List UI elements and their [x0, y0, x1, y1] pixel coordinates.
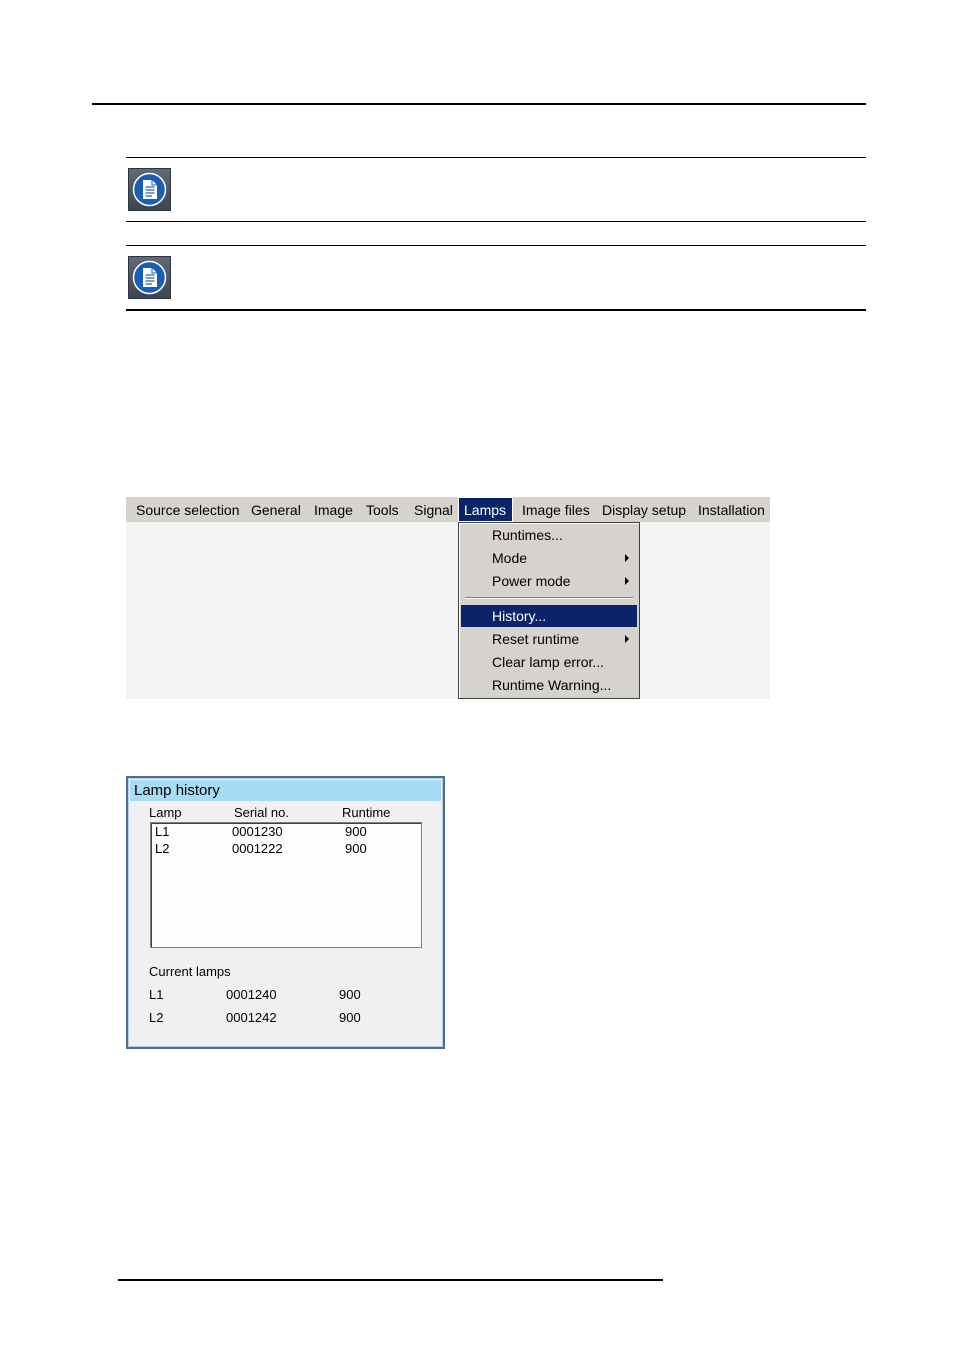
menu-image-files[interactable]: Image files — [522, 502, 590, 518]
history-lamp-cell: L1 — [155, 824, 170, 839]
current-serial-cell: 0001242 — [226, 1010, 277, 1025]
menu-signal[interactable]: Signal — [414, 502, 453, 518]
column-header-serial: Serial no. — [234, 805, 289, 820]
current-serial-cell: 0001240 — [226, 987, 277, 1002]
lamp-history-dialog — [126, 776, 445, 1049]
menu-screenshot — [126, 497, 770, 699]
menu-display-setup[interactable]: Display setup — [602, 502, 687, 518]
menu-item-label: Mode — [492, 550, 528, 566]
note-icon — [128, 168, 171, 211]
history-listbox[interactable] — [150, 822, 422, 948]
submenu-arrow-icon — [625, 577, 629, 585]
history-serial-cell: 0001222 — [232, 841, 283, 856]
current-runtime-cell: 900 — [339, 987, 361, 1002]
history-serial-cell: 0001230 — [232, 824, 283, 839]
submenu-arrow-icon — [625, 554, 629, 562]
current-lamp-cell: L1 — [149, 987, 164, 1002]
history-runtime-cell: 900 — [345, 841, 367, 856]
menu-lamps[interactable]: Lamps — [458, 497, 513, 522]
menu-item-history[interactable]: History... — [461, 605, 637, 627]
menu-tools[interactable]: Tools — [366, 502, 399, 518]
menu-item-mode[interactable] — [461, 547, 637, 569]
dialog-title: Lamp history — [130, 780, 441, 801]
menu-item-power-mode[interactable] — [461, 570, 637, 592]
note-icon — [128, 256, 171, 299]
current-lamp-cell: L2 — [149, 1010, 164, 1025]
current-lamps-label: Current lamps — [149, 964, 231, 979]
menu-item-label: Reset runtime — [492, 631, 580, 647]
history-runtime-cell: 900 — [345, 824, 367, 839]
menu-item-runtimes[interactable]: Runtimes... — [492, 527, 563, 543]
note-bottom-rule — [126, 309, 866, 311]
menu-item-label: Power mode — [492, 573, 571, 589]
menu-item-runtime-warning[interactable]: Runtime Warning... — [492, 677, 612, 693]
header-rule — [92, 103, 866, 105]
column-header-lamp: Lamp — [149, 805, 182, 820]
menu-item-clear-lamp-error[interactable]: Clear lamp error... — [492, 654, 605, 670]
note-top-rule — [126, 157, 866, 158]
note-top-rule — [126, 245, 866, 246]
history-lamp-cell: L2 — [155, 841, 170, 856]
menu-separator — [465, 597, 633, 599]
current-runtime-cell: 900 — [339, 1010, 361, 1025]
menu-general[interactable]: General — [251, 502, 301, 518]
menu-item-reset-runtime[interactable] — [461, 628, 637, 650]
menu-image[interactable]: Image — [314, 502, 353, 518]
footer-rule — [118, 1279, 663, 1281]
column-header-runtime: Runtime — [342, 805, 391, 820]
menu-installation[interactable]: Installation — [698, 502, 765, 518]
menubar — [126, 497, 770, 522]
submenu-arrow-icon — [625, 635, 629, 643]
note-bottom-rule — [126, 221, 866, 222]
lamps-dropdown — [458, 522, 640, 699]
menu-source-selection[interactable]: Source selection — [136, 502, 240, 518]
